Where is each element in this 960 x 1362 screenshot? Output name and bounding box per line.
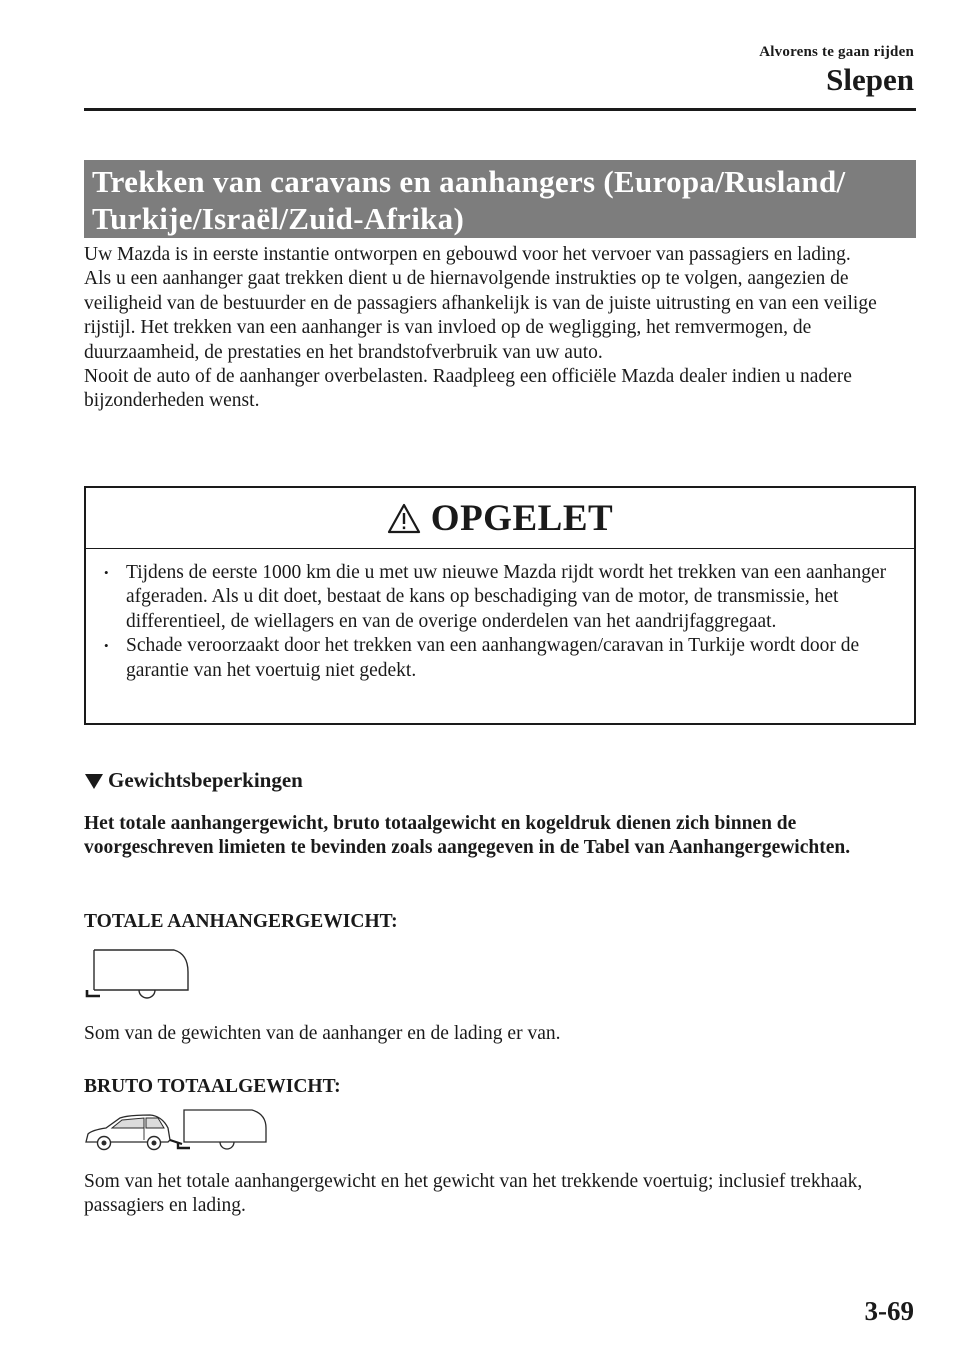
caution-title: OPGELET (430, 497, 614, 539)
page-number: 3-69 (864, 1296, 914, 1326)
intro-paragraph-2: Als u een aanhanger gaat trekken dient u de hiernavolgende instrukties op te volgen, aangezien de veiligheid van de bestuurder en de passagiers afhankelijk is van de juiste uitrusting en van een veilige rijstijl. Het trekken van een aanhanger is van invloed op de wegligging, het remvermogen, de duurzaamheid, de prestaties en het brandstofverbruik van uw auto. (84, 268, 877, 363)
weights-heading (84, 768, 303, 793)
caution-box (84, 486, 916, 725)
caution-item: • Tijdens de eerste 1000 km die u met uw nieuwe Mazda rijdt wordt het trekken van een aanhanger afgeraden. Als u dit doet, bestaat de kans op beschadiging van de motor, de transmissie, het differentieel, de wiellagers en van de overige onderdelen van het aandrijfaggregaat. (126, 561, 904, 634)
caution-item: • Schade veroorzaakt door het trekken van een aanhangwagen/caravan in Turkije wordt door de garantie van het voertuig niet gedekt. (126, 634, 904, 683)
total-trailer-weight-definition: Som van de gewichten van de aanhanger en de lading er van. (84, 1023, 561, 1044)
intro-text (84, 243, 916, 414)
section-banner (84, 160, 916, 238)
caution-header (86, 488, 914, 549)
weights-heading-text: Gewichtsbeperkingen (108, 768, 303, 792)
caution-list (86, 549, 914, 683)
warning-icon (387, 503, 421, 534)
section-heading-line-2: Turkije/Israël/Zuid-Afrika) (92, 201, 465, 236)
triangle-down-icon (84, 772, 104, 790)
intro-paragraph-3: Nooit de auto of de aanhanger overbelasten. Raadpleeg een officiële Mazda dealer indien u nadere bijzonderheden wenst. (84, 366, 852, 412)
intro-paragraph-1: Uw Mazda is in eerste instantie ontworpen en gebouwd voor het vervoer van passagiers en lading. (84, 244, 851, 265)
gross-weight-label: BRUTO TOTAALGEWICHT: (84, 1076, 341, 1097)
car-and-trailer-illustration (84, 1106, 274, 1156)
header-divider (84, 108, 916, 111)
total-trailer-weight-label: TOTALE AANHANGERGEWICHT: (84, 911, 398, 932)
section-title: Slepen (826, 62, 914, 97)
trailer-illustration (84, 942, 194, 1004)
chapter-title: Alvorens te gaan rijden (759, 44, 914, 60)
section-heading-line-1: Trekken van caravans en aanhangers (Europa/Rusland/ (92, 164, 846, 199)
gross-weight-definition: Som van het totale aanhangergewicht en het gewicht van het trekkende voertuig; inclusief trekhaak, passagiers en lading. (84, 1171, 863, 1217)
weights-intro: Het totale aanhangergewicht, bruto totaalgewicht en kogeldruk dienen zich binnen de voorgeschreven limieten te bevinden zoals aangegeven in de Tabel van Aanhangergewichten. (84, 813, 851, 859)
